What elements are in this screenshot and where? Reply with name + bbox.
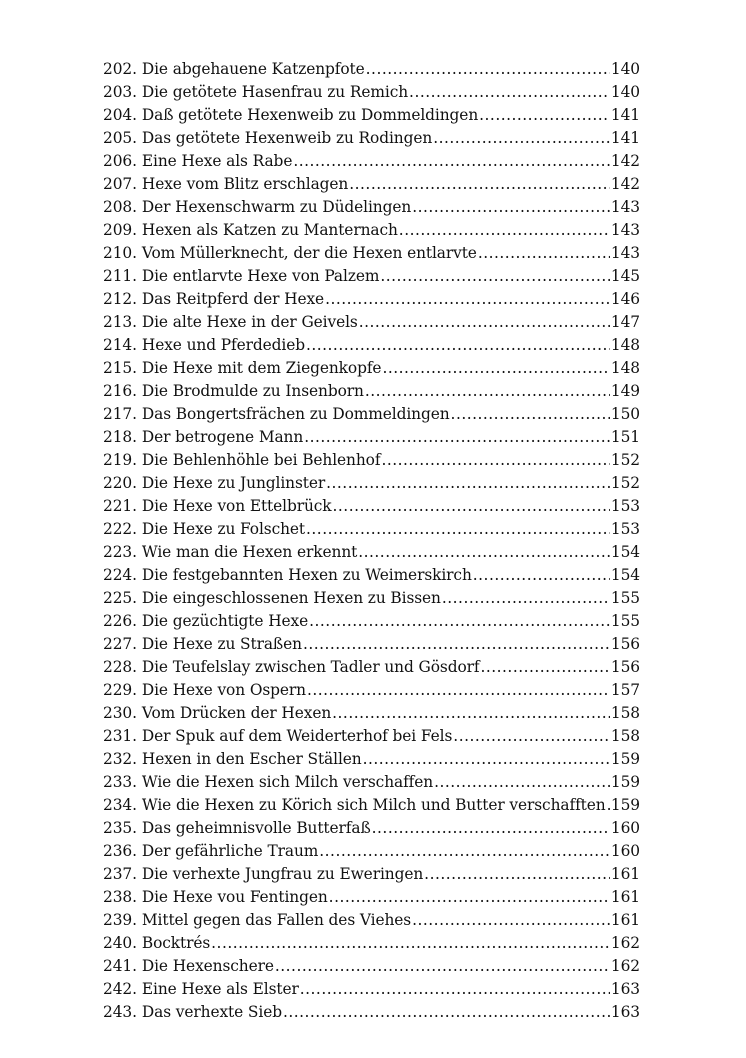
toc-entry-number: 218. — [103, 428, 137, 446]
toc-entry-page-number: 149 — [610, 382, 640, 400]
toc-dot-leader — [480, 658, 609, 676]
toc-entry-title: Bocktrés — [141, 934, 211, 952]
toc-dot-leader — [359, 313, 610, 331]
toc-entry-page-number: 140 — [610, 60, 640, 78]
toc-entry-number: 240. — [103, 934, 137, 952]
toc-entry-title: Das verhexte Sieb — [141, 1003, 282, 1021]
toc-entry-number: 239. — [103, 911, 137, 929]
toc-entry-page-number: 142 — [610, 152, 640, 170]
toc-entry — [103, 60, 640, 83]
toc-entry — [103, 980, 640, 1003]
toc-entry-title: Eine Hexe als Elster — [141, 980, 299, 998]
toc-dot-leader — [306, 520, 610, 538]
toc-dot-leader — [304, 428, 610, 446]
toc-entry — [103, 221, 640, 244]
toc-entry-page-number: 161 — [610, 865, 640, 883]
toc-dot-leader — [412, 198, 610, 216]
toc-entry-number: 242. — [103, 980, 137, 998]
toc-entry-page-number: 163 — [610, 1003, 640, 1021]
toc-entry — [103, 911, 640, 934]
toc-entry-number: 220. — [103, 474, 137, 492]
toc-entry-title: Vom Drücken der Hexen — [141, 704, 332, 722]
toc-entry-title: Die verhexte Jungfrau zu Eweringen — [141, 865, 424, 883]
toc-entry-title: Die Hexenschere — [141, 957, 274, 975]
toc-entry-number: 227. — [103, 635, 137, 653]
toc-dot-leader — [453, 727, 610, 745]
toc-entry-title: Der Hexenschwarm zu Düdelingen — [141, 198, 412, 216]
toc-dot-leader — [433, 129, 610, 147]
toc-entry-page-number: 158 — [610, 704, 640, 722]
toc-entry-number: 233. — [103, 773, 137, 791]
toc-entry — [103, 106, 640, 129]
toc-dot-leader — [372, 819, 610, 837]
toc-entry-page-number: 151 — [610, 428, 640, 446]
toc-entry-page-number: 162 — [610, 934, 640, 952]
toc-entry — [103, 842, 640, 865]
toc-entry-number: 205. — [103, 129, 137, 147]
toc-entry-title: Das getötete Hexenweib zu Rodingen — [141, 129, 433, 147]
toc-entry — [103, 267, 640, 290]
toc-entry — [103, 796, 640, 819]
toc-entry-title: Eine Hexe als Rabe — [141, 152, 293, 170]
toc-entry-page-number: 154 — [610, 543, 640, 561]
toc-dot-leader — [479, 106, 610, 124]
toc-entry-number: 212. — [103, 290, 137, 308]
toc-entry-title: Mittel gegen das Fallen des Viehes — [141, 911, 412, 929]
toc-entry — [103, 405, 640, 428]
toc-entry-page-number: 159 — [610, 750, 640, 768]
toc-entry — [103, 888, 640, 911]
toc-entry-number: 229. — [103, 681, 137, 699]
toc-entry — [103, 129, 640, 152]
toc-entry-number: 228. — [103, 658, 137, 676]
toc-entry-number: 243. — [103, 1003, 137, 1021]
toc-entry-page-number: 154 — [610, 566, 640, 584]
toc-entry — [103, 658, 640, 681]
toc-entry — [103, 198, 640, 221]
toc-dot-leader — [358, 543, 610, 561]
toc-entry — [103, 727, 640, 750]
toc-entry-title: Die Hexe zu Folschet — [141, 520, 306, 538]
toc-entry-page-number: 156 — [610, 635, 640, 653]
toc-entry-title: Die alte Hexe in der Geivels — [141, 313, 358, 331]
toc-entry-number: 223. — [103, 543, 137, 561]
toc-entry-title: Hexen als Katzen zu Manternach — [141, 221, 398, 239]
toc-entry-number: 236. — [103, 842, 137, 860]
toc-entry — [103, 474, 640, 497]
toc-entry-number: 224. — [103, 566, 137, 584]
toc-entry — [103, 750, 640, 773]
toc-dot-leader — [307, 681, 610, 699]
toc-dot-leader — [293, 152, 610, 170]
toc-entry-number: 217. — [103, 405, 137, 423]
toc-entry-number: 225. — [103, 589, 137, 607]
toc-dot-leader — [332, 704, 610, 722]
toc-entry-page-number: 160 — [610, 819, 640, 837]
toc-entry-page-number: 141 — [610, 106, 640, 124]
toc-dot-leader — [300, 980, 610, 998]
table-of-contents — [103, 60, 640, 1026]
toc-entry — [103, 704, 640, 727]
toc-entry — [103, 336, 640, 359]
toc-entry — [103, 589, 640, 612]
toc-entry — [103, 290, 640, 313]
toc-entry-page-number: 143 — [610, 244, 640, 262]
toc-dot-leader — [283, 1003, 610, 1021]
toc-dot-leader — [607, 796, 610, 814]
toc-entry-number: 232. — [103, 750, 137, 768]
toc-entry-title: Die festgebannten Hexen zu Weimerskirch — [141, 566, 472, 584]
toc-dot-leader — [399, 221, 610, 239]
toc-entry-page-number: 152 — [610, 451, 640, 469]
toc-dot-leader — [325, 290, 610, 308]
toc-entry-number: 241. — [103, 957, 137, 975]
toc-dot-leader — [306, 336, 610, 354]
toc-entry-page-number: 142 — [610, 175, 640, 193]
toc-entry-number: 226. — [103, 612, 137, 630]
toc-entry-page-number: 162 — [610, 957, 640, 975]
toc-entry-number: 237. — [103, 865, 137, 883]
toc-dot-leader — [412, 911, 610, 929]
toc-entry-page-number: 150 — [610, 405, 640, 423]
toc-entry — [103, 175, 640, 198]
toc-entry — [103, 83, 640, 106]
toc-entry — [103, 819, 640, 842]
toc-entry-page-number: 160 — [610, 842, 640, 860]
toc-entry — [103, 382, 640, 405]
toc-entry — [103, 313, 640, 336]
toc-entry-number: 234. — [103, 796, 137, 814]
toc-entry-page-number: 148 — [610, 336, 640, 354]
toc-entry-page-number: 141 — [610, 129, 640, 147]
toc-entry — [103, 635, 640, 658]
toc-entry-number: 203. — [103, 83, 137, 101]
toc-entry-title: Die Teufelslay zwischen Tadler und Gösdorf — [141, 658, 480, 676]
toc-entry-number: 207. — [103, 175, 137, 193]
toc-entry — [103, 865, 640, 888]
toc-entry-title: Vom Müllerknecht, der die Hexen entlarvte — [141, 244, 477, 262]
toc-entry-number: 221. — [103, 497, 137, 515]
toc-entry-title: Hexe und Pferdedieb — [141, 336, 305, 354]
toc-entry-number: 222. — [103, 520, 137, 538]
toc-entry — [103, 244, 640, 267]
toc-entry-title: Die Hexe zu Straßen — [141, 635, 302, 653]
toc-entry — [103, 451, 640, 474]
toc-entry-title: Der betrogene Mann — [141, 428, 304, 446]
toc-entry-title: Die Hexe zu Junglinster — [141, 474, 326, 492]
toc-entry-title: Die abgehauene Katzenpfote — [141, 60, 365, 78]
toc-dot-leader — [451, 405, 610, 423]
toc-dot-leader — [434, 773, 610, 791]
toc-entry-title: Das Bongertsfrächen zu Dommeldingen — [141, 405, 450, 423]
toc-entry-number: 204. — [103, 106, 137, 124]
toc-entry-page-number: 155 — [610, 612, 640, 630]
toc-entry-number: 209. — [103, 221, 137, 239]
toc-dot-leader — [333, 497, 610, 515]
toc-dot-leader — [409, 83, 610, 101]
toc-entry-number: 213. — [103, 313, 137, 331]
toc-entry-page-number: 145 — [610, 267, 640, 285]
toc-entry-page-number: 147 — [610, 313, 640, 331]
toc-entry-page-number: 146 — [610, 290, 640, 308]
toc-dot-leader — [329, 888, 610, 906]
toc-dot-leader — [424, 865, 610, 883]
toc-entry-title: Wie die Hexen sich Milch verschaffen — [141, 773, 434, 791]
toc-dot-leader — [382, 359, 609, 377]
toc-entry-title: Die Brodmulde zu Insenborn — [141, 382, 364, 400]
toc-entry-title: Das geheimnisvolle Butterfaß — [141, 819, 371, 837]
toc-dot-leader — [366, 60, 610, 78]
toc-entry-title: Die Hexe mit dem Ziegenkopfe — [141, 359, 382, 377]
toc-entry-number: 210. — [103, 244, 137, 262]
toc-entry-title: Die Behlenhöhle bei Behlenhof — [141, 451, 381, 469]
toc-dot-leader — [303, 635, 610, 653]
toc-entry-page-number: 148 — [610, 359, 640, 377]
toc-entry — [103, 497, 640, 520]
toc-entry-title: Die gezüchtigte Hexe — [141, 612, 309, 630]
toc-entry-page-number: 157 — [610, 681, 640, 699]
toc-entry-page-number: 153 — [610, 497, 640, 515]
toc-entry — [103, 773, 640, 796]
toc-entry-page-number: 140 — [610, 83, 640, 101]
toc-entry — [103, 152, 640, 175]
toc-entry — [103, 681, 640, 704]
toc-entry-number: 214. — [103, 336, 137, 354]
toc-entry-page-number: 153 — [610, 520, 640, 538]
toc-dot-leader — [309, 612, 610, 630]
toc-entry-title: Die getötete Hasenfrau zu Remich — [141, 83, 409, 101]
toc-entry-number: 206. — [103, 152, 137, 170]
toc-entry — [103, 1003, 640, 1026]
toc-entry-number: 219. — [103, 451, 137, 469]
toc-entry-title: Wie man die Hexen erkennt — [141, 543, 358, 561]
toc-dot-leader — [381, 451, 609, 469]
toc-entry-number: 215. — [103, 359, 137, 377]
toc-entry-title: Die Hexe von Ettelbrück — [141, 497, 332, 515]
toc-dot-leader — [319, 842, 610, 860]
toc-dot-leader — [380, 267, 610, 285]
toc-entry — [103, 957, 640, 980]
toc-entry-number: 208. — [103, 198, 137, 216]
toc-entry — [103, 359, 640, 382]
toc-entry-page-number: 155 — [610, 589, 640, 607]
toc-entry-title: Hexe vom Blitz erschlagen — [141, 175, 349, 193]
toc-entry-number: 231. — [103, 727, 137, 745]
toc-entry — [103, 543, 640, 566]
toc-entry-title: Hexen in den Escher Ställen — [141, 750, 362, 768]
toc-entry-title: Der Spuk auf dem Weiderterhof bei Fels — [141, 727, 453, 745]
toc-dot-leader — [442, 589, 610, 607]
toc-entry-page-number: 161 — [610, 888, 640, 906]
toc-entry-title: Wie die Hexen zu Körich sich Milch und Butter verschafften — [141, 796, 606, 814]
toc-entry — [103, 520, 640, 543]
toc-entry-title: Das Reitpferd der Hexe — [141, 290, 325, 308]
toc-entry-number: 216. — [103, 382, 137, 400]
toc-entry-title: Der gefährliche Traum — [141, 842, 319, 860]
toc-dot-leader — [365, 382, 610, 400]
toc-entry-page-number: 143 — [610, 221, 640, 239]
toc-entry-page-number: 163 — [610, 980, 640, 998]
toc-entry-page-number: 152 — [610, 474, 640, 492]
toc-entry-title: Die Hexe vou Fentingen — [141, 888, 328, 906]
toc-dot-leader — [211, 934, 610, 952]
toc-entry-number: 238. — [103, 888, 137, 906]
toc-entry-number: 202. — [103, 60, 137, 78]
toc-entry-title: Die eingeschlossenen Hexen zu Bissen — [141, 589, 441, 607]
toc-entry-page-number: 143 — [610, 198, 640, 216]
toc-entry-title: Daß getötete Hexenweib zu Dommeldingen — [141, 106, 479, 124]
toc-entry-title: Die Hexe von Ospern — [141, 681, 306, 699]
toc-entry-page-number: 156 — [610, 658, 640, 676]
toc-entry — [103, 612, 640, 635]
toc-entry — [103, 934, 640, 957]
toc-dot-leader — [349, 175, 610, 193]
toc-entry-number: 211. — [103, 267, 137, 285]
toc-entry-page-number: 158 — [610, 727, 640, 745]
toc-entry-page-number: 159 — [610, 796, 640, 814]
toc-dot-leader — [473, 566, 610, 584]
toc-entry-number: 230. — [103, 704, 137, 722]
toc-dot-leader — [363, 750, 610, 768]
toc-dot-leader — [326, 474, 610, 492]
toc-entry-page-number: 159 — [610, 773, 640, 791]
toc-dot-leader — [478, 244, 610, 262]
toc-entry-title: Die entlarvte Hexe von Palzem — [141, 267, 380, 285]
toc-entry — [103, 428, 640, 451]
toc-dot-leader — [275, 957, 610, 975]
toc-entry-page-number: 161 — [610, 911, 640, 929]
toc-entry-number: 235. — [103, 819, 137, 837]
toc-entry — [103, 566, 640, 589]
